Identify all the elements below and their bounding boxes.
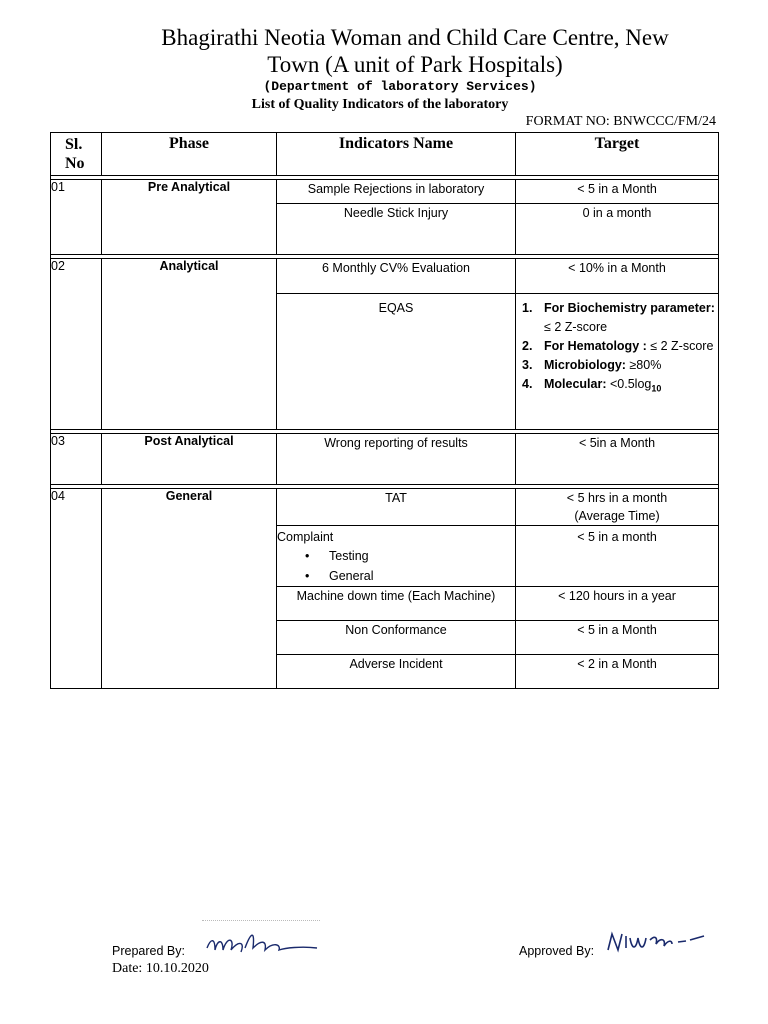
eqas-item-1: 1. For Biochemistry parameter: ≤ 2 Z-score xyxy=(522,301,715,334)
indicator-eqas: EQAS xyxy=(277,294,516,430)
sl-no-01: 01 xyxy=(51,180,102,255)
table-header-row xyxy=(51,133,719,176)
target-cv-evaluation: < 10% in a Month xyxy=(516,259,719,294)
target-wrong-reporting: < 5in a Month xyxy=(516,434,719,485)
target-machine-downtime: < 120 hours in a year xyxy=(516,587,719,621)
eqas-item-3: 3. Microbiology: ≥80% xyxy=(522,358,662,372)
phase-pre-analytical: Pre Analytical xyxy=(102,180,277,255)
complaint-label: Complaint xyxy=(277,530,334,544)
list-title: List of Quality Indicators of the laboratory xyxy=(251,97,509,112)
table-row xyxy=(51,489,719,526)
indicator-wrong-reporting: Wrong reporting of results xyxy=(277,434,516,485)
target-eqas-list xyxy=(516,294,719,430)
approved-by-label: Approved By: xyxy=(519,944,595,958)
target-adverse-incident: < 2 in a Month xyxy=(516,655,719,689)
sl-no-04: 04 xyxy=(51,489,102,689)
prepared-signature-icon xyxy=(205,926,325,960)
hospital-title-line1: Bhagirathi Neotia Woman and Child Care Centre, New xyxy=(161,25,669,50)
hospital-title-line2: Town (A unit of Park Hospitals) xyxy=(267,52,563,77)
phase-analytical: Analytical xyxy=(102,259,277,430)
phase-post-analytical: Post Analytical xyxy=(102,434,277,485)
indicator-sample-rejections: Sample Rejections in laboratory xyxy=(277,180,516,204)
prepared-by-label: Prepared By: xyxy=(112,944,185,958)
department-subtitle: (Department of laboratory Services) xyxy=(263,79,537,94)
phase-general: General xyxy=(102,489,277,689)
approved-signature-icon xyxy=(606,924,706,958)
table-row xyxy=(51,259,719,294)
target-complaint: < 5 in a month xyxy=(516,526,719,587)
indicator-non-conformance: Non Conformance xyxy=(277,621,516,655)
sl-no-03: 03 xyxy=(51,434,102,485)
indicator-cv-evaluation: 6 Monthly CV% Evaluation xyxy=(277,259,516,294)
header-phase: Phase xyxy=(102,133,277,176)
quality-indicators-table xyxy=(50,132,719,689)
indicator-needle-stick: Needle Stick Injury xyxy=(277,204,516,255)
signature-line xyxy=(202,920,320,921)
complaint-bullet-general: • General xyxy=(305,566,515,586)
indicator-machine-downtime: Machine down time (Each Machine) xyxy=(277,587,516,621)
indicator-complaint xyxy=(277,526,516,587)
target-non-conformance: < 5 in a Month xyxy=(516,621,719,655)
header-sl-no: Sl. No xyxy=(51,133,102,176)
target-needle-stick: 0 in a month xyxy=(516,204,719,255)
table-row xyxy=(51,434,719,485)
header-indicator-name: Indicators Name xyxy=(277,133,516,176)
header-target: Target xyxy=(516,133,719,176)
indicator-tat: TAT xyxy=(277,489,516,526)
eqas-item-4: 4. Molecular: $<0.5\log_{10}$ xyxy=(522,377,662,394)
target-sample-rejections: < 5 in a Month xyxy=(516,180,719,204)
target-tat: < 5 hrs in a month (Average Time) xyxy=(516,489,719,526)
format-number: FORMAT NO: BNWCCC/FM/24 xyxy=(525,114,716,129)
sl-no-02: 02 xyxy=(51,259,102,430)
document-date: Date: 10.10.2020 xyxy=(112,961,209,976)
table-row xyxy=(51,180,719,204)
complaint-bullet-testing: • Testing xyxy=(305,546,515,566)
indicator-adverse-incident: Adverse Incident xyxy=(277,655,516,689)
eqas-item-2: 2. For Hematology : ≤ 2 Z-score xyxy=(522,339,714,353)
